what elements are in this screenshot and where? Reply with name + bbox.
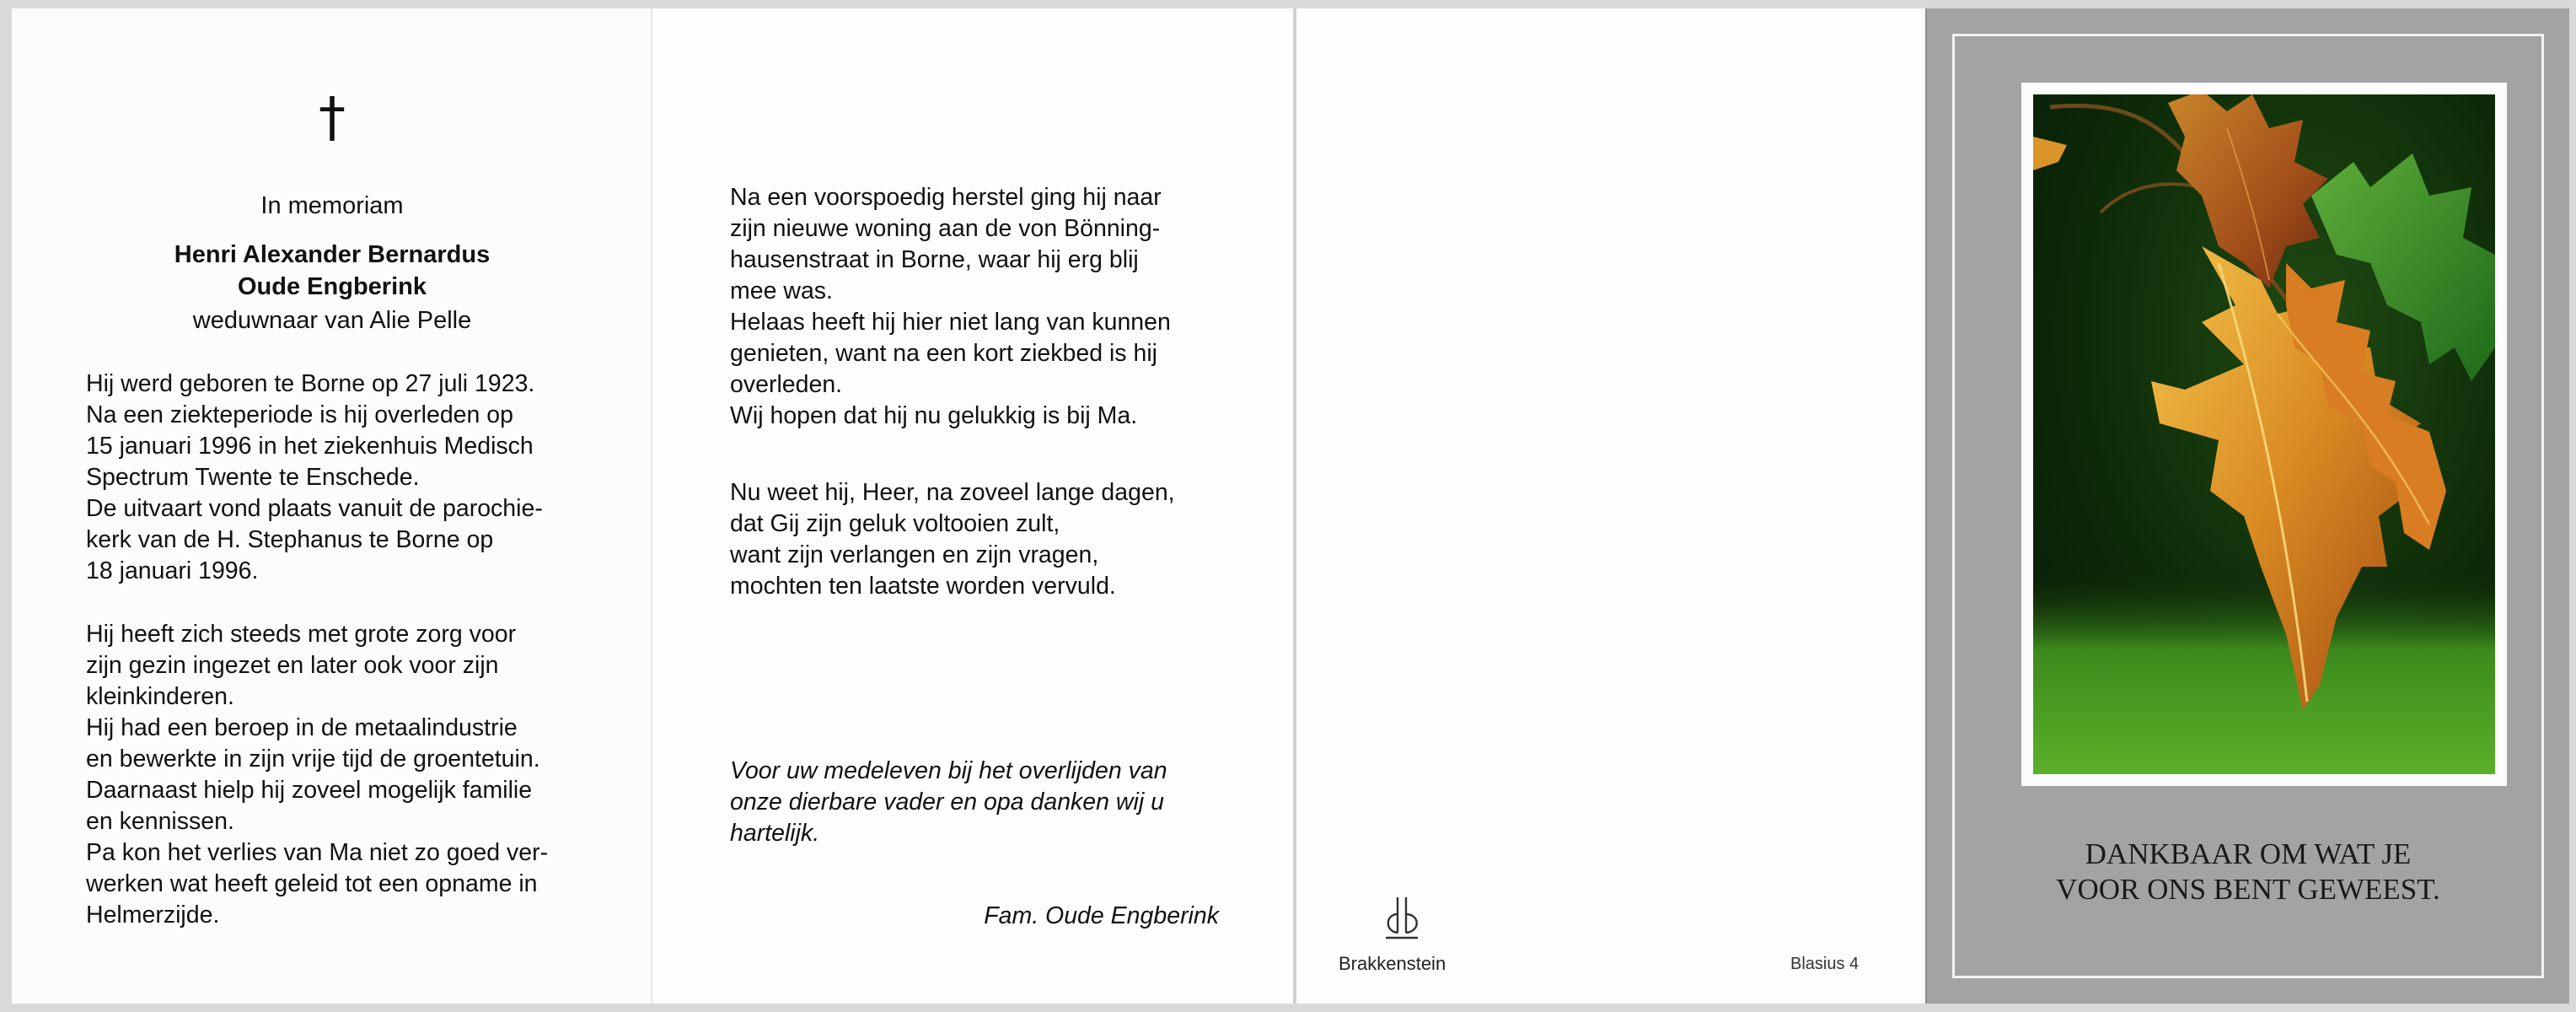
text-line: zijn nieuwe woning aan de von Bönning-: [730, 215, 1161, 242]
cover-text-line2: VOOR ONS BENT GEWEEST.: [2056, 873, 2440, 906]
poem-line: dat Gij zijn geluk voltooien zult,: [730, 510, 1060, 537]
text-line: overleden.: [730, 371, 843, 398]
text-line: Hij heeft zich steeds met grote zorg voor: [86, 621, 517, 648]
deceased-name-line1: Henri Alexander Bernardus: [174, 241, 491, 268]
autumn-oak-leaves-photo: [2021, 83, 2507, 786]
text-line: Wij hopen dat hij nu gelukkig is bij Ma.: [730, 402, 1138, 429]
publisher-name: Brakkenstein: [1339, 953, 1446, 974]
text-line: 15 januari 1996 in het ziekenhuis Medisch: [86, 433, 534, 460]
text-line: Hij werd geboren te Borne op 27 juli 1923.: [86, 370, 535, 397]
poem: [730, 477, 1236, 602]
inside-right-page: [652, 8, 1293, 1004]
card-code: Blasius 4: [1790, 955, 1860, 973]
text-line: Na een voorspoedig herstel ging hij naar: [730, 184, 1162, 211]
text-line: Daarnaast hielp hij zoveel mogelijk familie: [86, 777, 533, 804]
text-line: hartelijk.: [730, 820, 820, 847]
text-line: en kennissen.: [86, 808, 234, 835]
text-line: werken wat heeft geleid tot een opname in: [86, 870, 538, 897]
cross-icon: †: [319, 87, 346, 149]
text-line: en bewerkte in zijn vrije tijd de groentetuin.: [86, 746, 540, 772]
text-line: 18 januari 1996.: [86, 557, 259, 584]
text-line: kleinkinderen.: [86, 683, 234, 710]
text-line: mee was.: [730, 277, 833, 304]
text-line: Helmerzijde.: [86, 902, 220, 929]
deceased-name-line2: Oude Engberink: [238, 273, 427, 300]
cover-text: [1927, 837, 2569, 907]
text-line: Hij had een beroep in de metaalindustrie: [86, 714, 518, 741]
text-line: onze dierbare vader en opa danken wij u: [730, 789, 1164, 816]
poem-line: mochten ten laatste worden vervuld.: [730, 573, 1116, 600]
poem-line: want zijn verlangen en zijn vragen,: [730, 541, 1099, 568]
text-line: Voor uw medeleven bij het overlijden van: [730, 757, 1167, 784]
text-line: kerk van de H. Stephanus te Borne op: [86, 526, 494, 553]
text-line: Na een ziekteperiode is hij overleden op: [86, 401, 513, 428]
biography-paragraph-1: [86, 369, 588, 587]
brakkenstein-logo-icon: [1381, 894, 1425, 949]
biography-paragraph-3: [730, 182, 1219, 432]
biography-paragraph-2: [86, 619, 588, 931]
text-line: Helaas heeft hij hier niet lang van kunnen: [730, 309, 1171, 336]
cover-text-line1: DANKBAAR OM WAT JE: [2085, 837, 2412, 870]
text-line: zijn gezin ingezet en later ook voor zijn: [86, 652, 499, 679]
text-line: De uitvaart vond plaats vanuit de parochie-: [86, 495, 543, 522]
text-line: Spectrum Twente te Enschede.: [86, 464, 420, 491]
text-line: genieten, want na een kort ziekbed is hij: [730, 340, 1157, 367]
text-line: Pa kon het verlies van Ma niet zo goed ver-: [86, 839, 549, 866]
spouse-line: weduwnaar van Alie Pelle: [192, 307, 472, 334]
in-memoriam-heading: In memoriam: [260, 192, 404, 219]
family-signature: Fam. Oude Engberink: [984, 902, 1219, 929]
poem-line: Nu weet hij, Heer, na zoveel lange dagen,: [730, 479, 1175, 506]
text-line: hausenstraat in Borne, waar hij erg blij: [730, 246, 1139, 273]
back-page: [1296, 8, 1925, 1004]
cover-page: [1927, 8, 2569, 1004]
inside-left-page: [12, 8, 652, 1004]
thanks-text: [730, 756, 1219, 849]
